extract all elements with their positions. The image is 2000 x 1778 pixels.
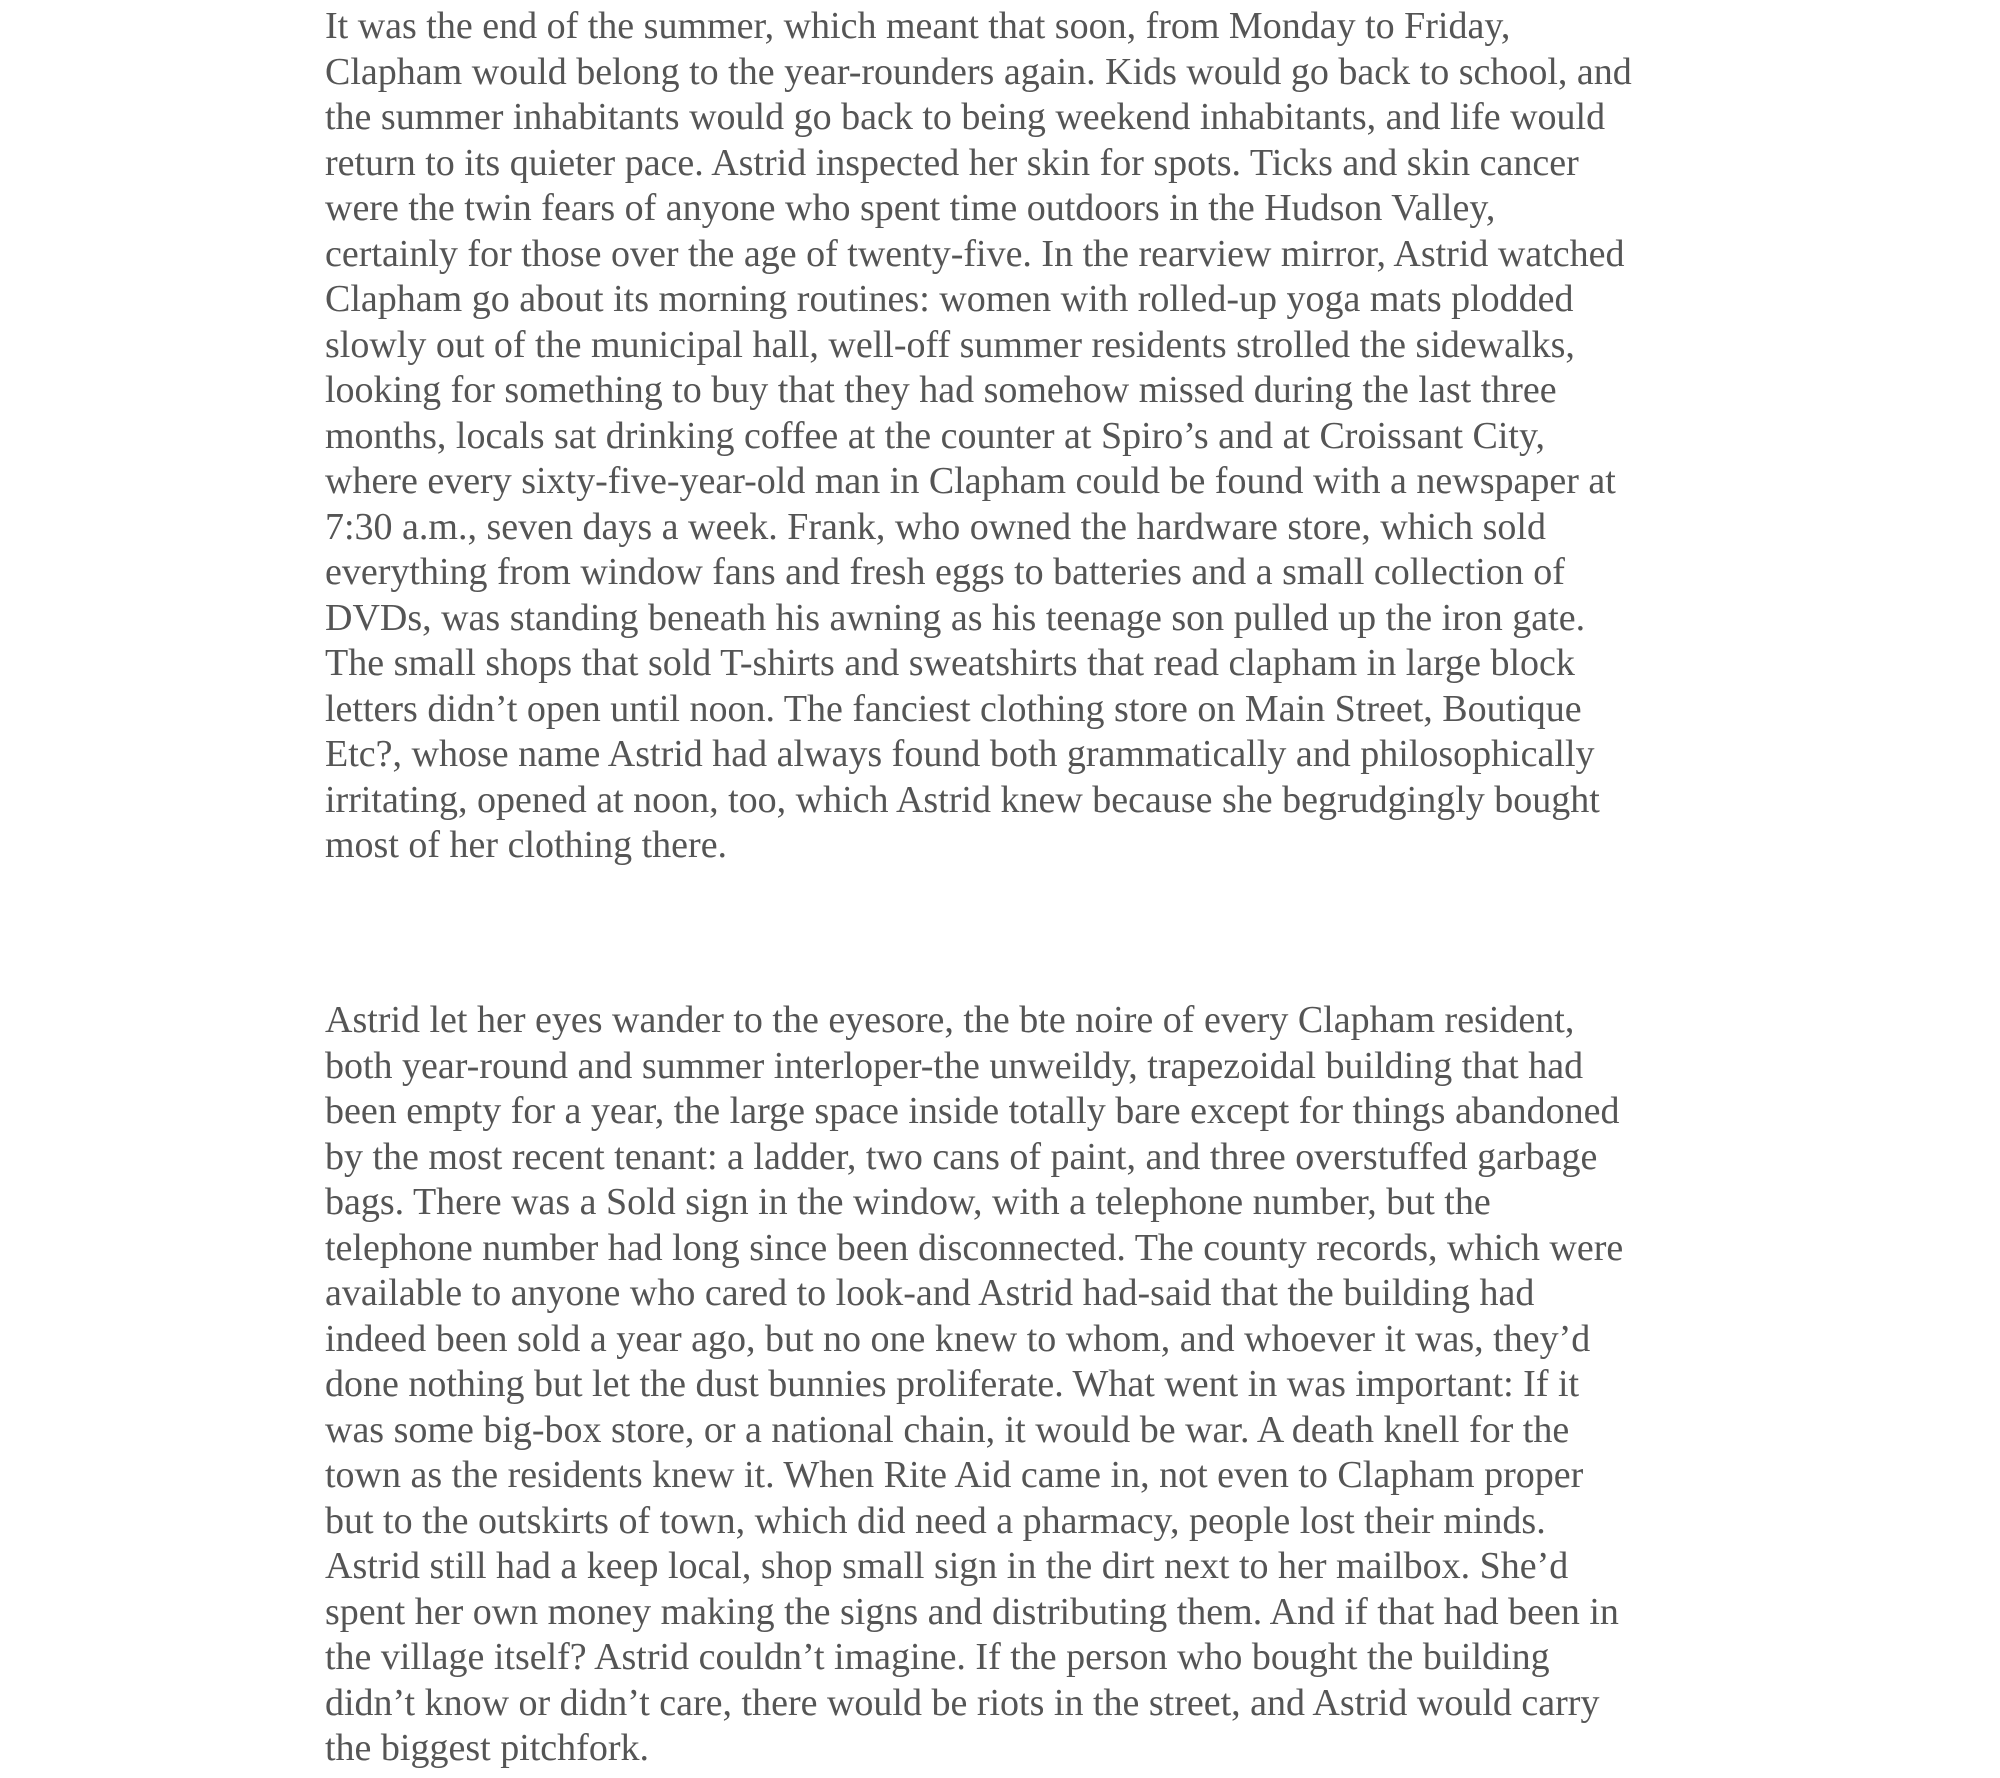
text-line: by the most recent tenant: a ladder, two cans of paint, and three overstuffed garbage: [325, 1135, 1598, 1178]
text-line: letters didn’t open until noon. The fanciest clothing store on Main Street, Boutique: [325, 687, 1582, 730]
text-line: indeed been sold a year ago, but no one knew to whom, and whoever it was, they’d: [325, 1317, 1591, 1360]
text-line: slowly out of the municipal hall, well-off summer residents strolled the sidewalks,: [325, 323, 1575, 366]
text-line: Clapham go about its morning routines: women with rolled-up yoga mats plodded: [325, 278, 1574, 320]
text-line: Astrid let her eyes wander to the eyesore, the bte noire of every Clapham resident,: [325, 999, 1575, 1041]
text-line: were the twin fears of anyone who spent time outdoors in the Hudson Valley,: [325, 187, 1496, 229]
text-line: Clapham would belong to the year-rounders again. Kids would go back to school, and: [325, 50, 1632, 93]
text-line: the summer inhabitants would go back to being weekend inhabitants, and life would: [325, 96, 1606, 138]
text-line: return to its quieter pace. Astrid inspected her skin for spots. Ticks and skin cancer: [325, 141, 1579, 184]
text-line: The small shops that sold T-shirts and sweatshirts that read clapham in large block: [325, 642, 1575, 684]
text-line: town as the residents knew it. When Rite Aid came in, not even to Clapham proper: [325, 1454, 1584, 1496]
paragraph-2: [325, 998, 1623, 1772]
text-line: done nothing but let the dust bunnies proliferate. What went in was important: If it: [325, 1363, 1580, 1405]
text-line: everything from window fans and fresh eggs to batteries and a small collection of: [325, 551, 1565, 593]
text-line: the village itself? Astrid couldn’t imagine. If the person who bought the building: [325, 1636, 1550, 1678]
text-line: It was the end of the summer, which meant that soon, from Monday to Friday,: [325, 5, 1511, 47]
paragraph-1: [325, 4, 1632, 869]
text-line: was some big-box store, or a national chain, it would be war. A death knell for the: [325, 1408, 1570, 1451]
text-line: DVDs, was standing beneath his awning as his teenage son pulled up the iron gate.: [325, 596, 1586, 639]
text-line: months, locals sat drinking coffee at the counter at Spiro’s and at Croissant City,: [325, 414, 1545, 457]
text-line: irritating, opened at noon, too, which Astrid knew because she begrudgingly bought: [325, 778, 1600, 821]
text-line: the biggest pitchfork.: [325, 1727, 649, 1769]
text-line: Etc?, whose name Astrid had always found both grammatically and philosophically: [325, 733, 1595, 775]
text-line: but to the outskirts of town, which did need a pharmacy, people lost their minds.: [325, 1499, 1546, 1542]
text-line: available to anyone who cared to look-and Astrid had-said that the building had: [325, 1272, 1535, 1314]
text-line: where every sixty-five-year-old man in Clapham could be found with a newspaper at: [325, 460, 1616, 502]
text-line: bags. There was a Sold sign in the window, with a telephone number, but the: [325, 1181, 1491, 1223]
text-line: Astrid still had a keep local, shop small sign in the dirt next to her mailbox. She’d: [325, 1545, 1569, 1587]
text-line: both year-round and summer interloper-the unweildy, trapezoidal building that had: [325, 1044, 1584, 1087]
text-line: spent her own money making the signs and distributing them. And if that had been in: [325, 1590, 1619, 1633]
text-line: looking for something to buy that they had somehow missed during the last three: [325, 369, 1557, 411]
text-line: most of her clothing there.: [325, 824, 728, 866]
text-line: 7:30 a.m., seven days a week. Frank, who owned the hardware store, which sold: [325, 505, 1546, 548]
text-line: been empty for a year, the large space inside totally bare except for things abandoned: [325, 1090, 1620, 1132]
text-line: telephone number had long since been disconnected. The county records, which were: [325, 1226, 1624, 1269]
text-line: certainly for those over the age of twenty-five. In the rearview mirror, Astrid watched: [325, 232, 1625, 275]
text-line: didn’t know or didn’t care, there would be riots in the street, and Astrid would carry: [325, 1681, 1600, 1724]
